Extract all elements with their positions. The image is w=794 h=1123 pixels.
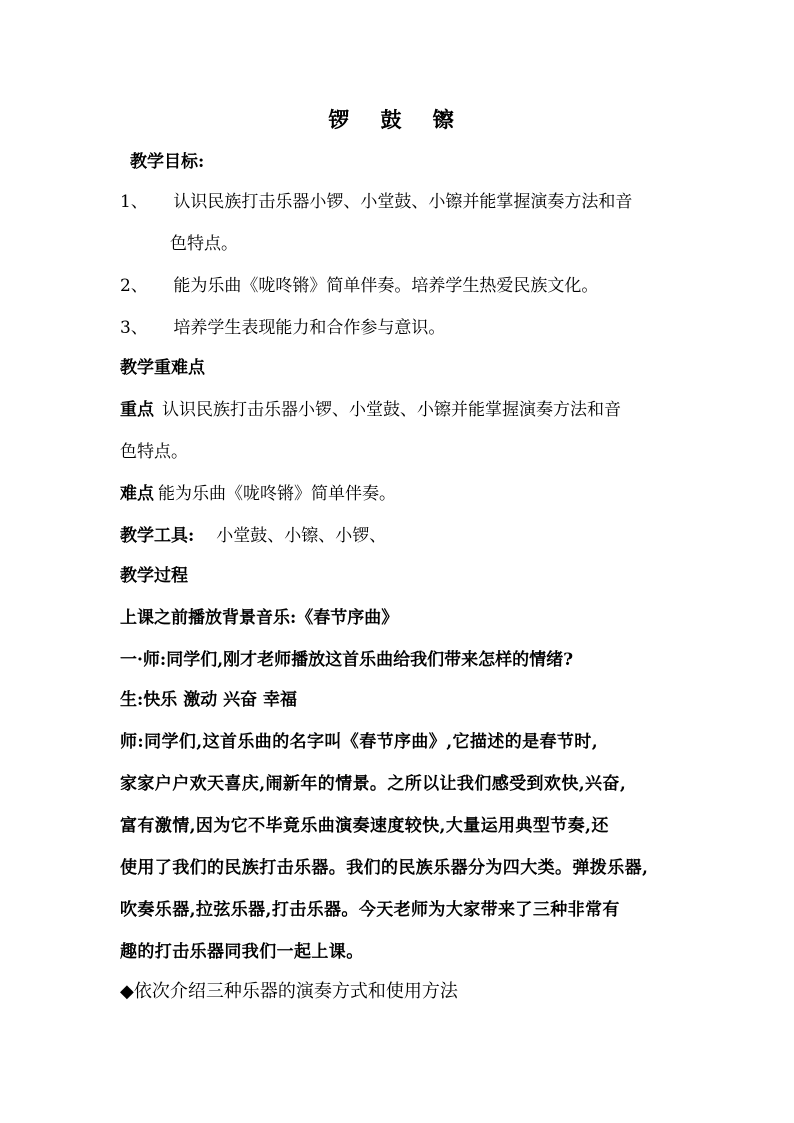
focus-line — [120, 398, 621, 422]
objective-item-2 — [120, 274, 598, 298]
focus-label: 重点 — [120, 400, 154, 420]
background-music-line: 上课之前播放背景音乐:《春节序曲》 — [120, 608, 399, 628]
objective-number: 1、 — [120, 192, 148, 212]
teacher-paragraph-line: 使用了我们的民族打击乐器。我们的民族乐器分为四大类。弹拨乐器, — [120, 858, 649, 878]
key-points-heading: 教学重难点 — [120, 358, 205, 378]
teacher-paragraph-line: 家家户户欢天喜庆,闹新年的情景。之所以让我们感受到欢快,兴奋, — [120, 774, 627, 794]
objective-text: 培养学生表现能力和合作参与意识。 — [173, 318, 446, 338]
tools-text: 小堂鼓、小镲、小锣、 — [216, 526, 387, 546]
difficulty-line — [120, 482, 396, 506]
teacher-paragraph-line: 富有激情,因为它不毕竟乐曲演奏速度较快,大量运用典型节奏,还 — [120, 816, 609, 836]
objective-text: 能为乐曲《咙咚锵》简单伴奏。培养学生热爱民族文化。 — [173, 276, 599, 296]
tools-line — [120, 524, 386, 548]
instrument-intro-line: ◆依次介绍三种乐器的演奏方式和使用方法 — [120, 981, 458, 1002]
objective-item-3 — [120, 316, 445, 340]
teacher-paragraph-line: 吹奏乐器,拉弦乐器,打击乐器。今天老师为大家带来了三种非常有 — [120, 900, 620, 920]
focus-continuation: 色特点。 — [120, 442, 188, 462]
focus-text: 认识民族打击乐器小锣、小堂鼓、小镲并能掌握演奏方法和音 — [162, 400, 621, 420]
difficulty-label: 难点 — [120, 484, 154, 504]
objective-number: 2、 — [120, 276, 148, 296]
teacher-paragraph-line: 趣的打击乐器同我们一起上课。 — [120, 942, 364, 962]
objective-number: 3、 — [120, 318, 148, 338]
tools-label: 教学工具: — [120, 526, 195, 546]
student-answer: 生:快乐 激动 兴奋 幸福 — [120, 690, 298, 710]
teacher-question: 一·师:同学们,刚才老师播放这首乐曲给我们带来怎样的情绪? — [120, 650, 574, 670]
teacher-paragraph-line: 师:同学们,这首乐曲的名字叫《春节序曲》,它描述的是春节时, — [120, 732, 599, 752]
objective-item-1-continuation: 色特点。 — [170, 234, 238, 254]
objective-item-1 — [120, 190, 632, 214]
document-title: 锣 鼓 镲 — [328, 107, 466, 132]
difficulty-text: 能为乐曲《咙咚锵》简单伴奏。 — [158, 484, 396, 504]
objectives-heading: 教学目标: — [130, 152, 205, 172]
objective-text: 认识民族打击乐器小锣、小堂鼓、小镲并能掌握演奏方法和音 — [173, 192, 633, 212]
process-heading: 教学过程 — [120, 566, 188, 586]
